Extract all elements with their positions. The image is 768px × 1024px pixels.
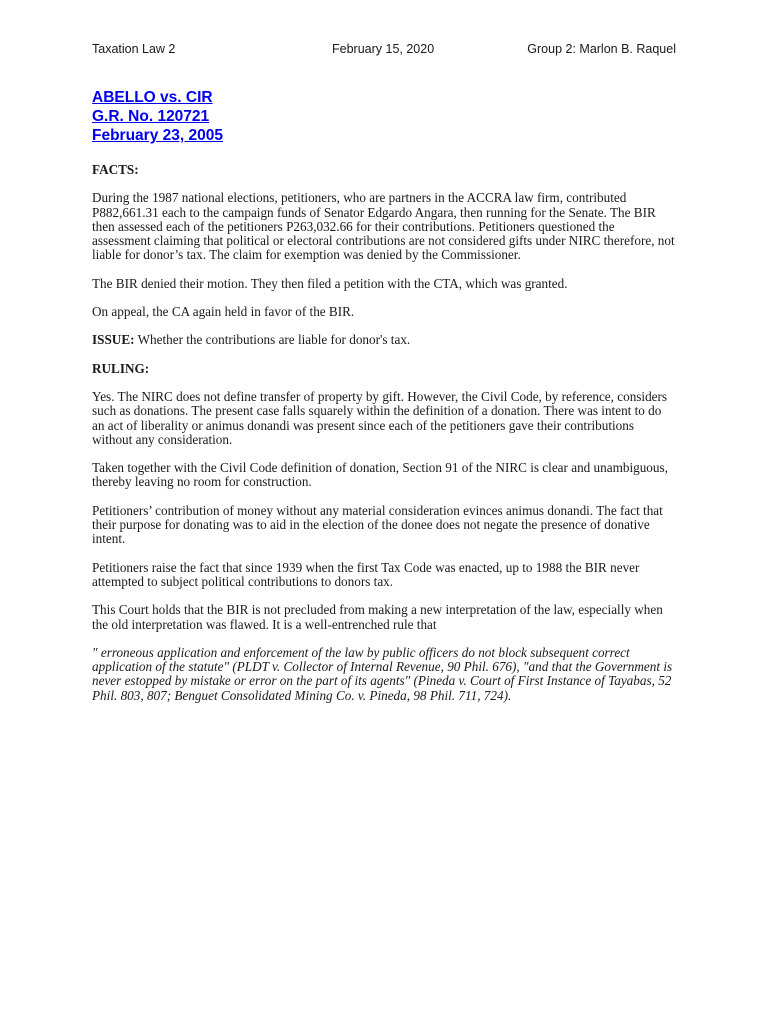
- case-name-link[interactable]: ABELLO vs. CIR: [92, 89, 213, 106]
- ruling-paragraph-2: Taken together with the Civil Code definition of donation, Section 91 of the NIRC is clear and unambiguous, thereby leaving no room for construction.: [92, 460, 668, 490]
- facts-paragraph-3: On appeal, the CA again held in favor of the BIR.: [92, 304, 355, 320]
- page-header: [92, 42, 676, 60]
- document-body: [92, 163, 676, 717]
- ruling-paragraph-5: This Court holds that the BIR is not precluded from making a new interpretation of the law, especially when the old interpretation was flawed. It is a well-entrenched rule that: [92, 602, 663, 632]
- facts-heading: FACTS:: [92, 162, 139, 177]
- case-number-link[interactable]: G.R. No. 120721: [92, 108, 210, 125]
- case-title: [92, 88, 223, 145]
- facts-paragraph-1: During the 1987 national elections, petitioners, who are partners in the ACCRA law firm, contributed P882,661.31 each to the campaign funds of Senator Edgardo Angara, then running for the Senate. The BIR then assessed each of the petitioners P263,032.66 for their contributions. Petitioners questioned the assessment claiming that political or electoral contributions are not considered gifts under NIRC therefore, not liable for donor’s tax. The claim for exemption was denied by the Commissioner.: [92, 190, 675, 263]
- header-course: Taxation Law 2: [92, 42, 176, 56]
- ruling-heading: RULING:: [92, 360, 150, 376]
- header-date: February 15, 2020: [332, 42, 435, 56]
- header-group: Group 2: Marlon B. Raquel: [527, 42, 676, 56]
- ruling-paragraph-1: Yes. The NIRC does not define transfer of property by gift. However, the Civil Code, by reference, considers such as donations. The present case falls squarely within the definition of a donation. There was intent to do an act of liberality or animus donandi was present since each of the petitioners gave their contributions without any consideration.: [92, 388, 668, 447]
- issue-paragraph: [92, 333, 676, 347]
- ruling-paragraph-4: Petitioners raise the fact that since 1939 when the first Tax Code was enacted, up to 1988 the BIR never attempted to subject political contributions to donors tax.: [92, 559, 640, 589]
- case-date-link[interactable]: February 23, 2005: [92, 127, 223, 144]
- issue-text: Whether the contributions are liable for donor's tax.: [134, 332, 411, 348]
- issue-label: ISSUE:: [92, 332, 135, 348]
- facts-paragraph-2: The BIR denied their motion. They then filed a petition with the CTA, which was granted.: [92, 275, 568, 291]
- ruling-quote: " erroneous application and enforcement of the law by public officers do not block subsequent correct application of the statute" (PLDT v. Collector of Internal Revenue, 90 Phil. 676), "and that the Government is never estopped by mistake or error on the part of its agents" (Pineda v. Court of First Instance of Tayabas, 52 Phil. 803, 807; Benguet Consolidated Mining Co. v. Pineda, 98 Phil. 711, 724).: [92, 644, 673, 703]
- ruling-paragraph-3: Petitioners’ contribution of money without any material consideration evinces animus donandi. The fact that their purpose for donating was to aid in the election of the donee does not negate the presence of donative intent.: [92, 502, 663, 547]
